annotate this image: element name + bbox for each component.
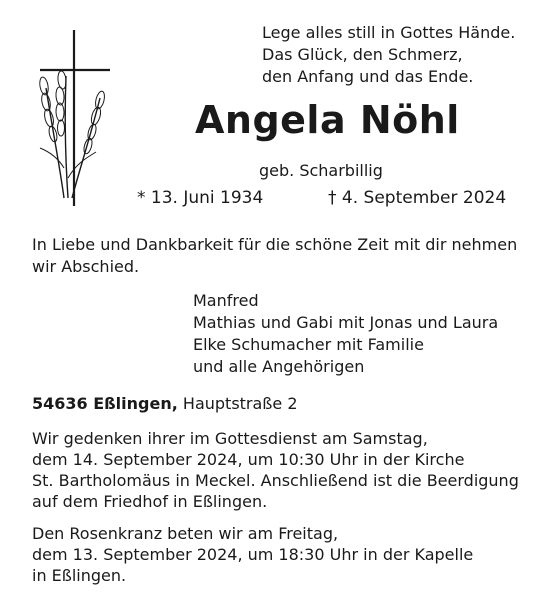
rosary-line: dem 13. September 2024, um 18:30 Uhr in der Kapelle bbox=[32, 545, 474, 564]
service-line: dem 14. September 2024, um 10:30 Uhr in der Kirche bbox=[32, 450, 465, 469]
farewell-text bbox=[32, 234, 517, 278]
mourner: Mathias und Gabi mit Jonas und Laura bbox=[193, 313, 499, 332]
mourner: Elke Schumacher mit Familie bbox=[193, 335, 424, 354]
maiden-name: geb. Scharbillig bbox=[259, 161, 383, 180]
rosary-line: Den Rosenkranz beten wir am Freitag, bbox=[32, 524, 339, 543]
address-city: 54636 Eßlingen, bbox=[32, 394, 178, 413]
death-date: † 4. September 2024 bbox=[328, 188, 507, 208]
mourners-list bbox=[193, 290, 498, 378]
service-line: Wir gedenken ihrer im Gottesdienst am Samstag, bbox=[32, 429, 428, 448]
cross-with-wheat-icon bbox=[30, 28, 110, 208]
verse-line: Das Glück, den Schmerz, bbox=[262, 45, 463, 64]
address bbox=[32, 394, 298, 413]
birth-date: * 13. Juni 1934 bbox=[137, 188, 264, 208]
farewell-line: wir Abschied. bbox=[32, 257, 140, 276]
verse-line: Lege alles still in Gottes Hände. bbox=[262, 23, 516, 42]
service-line: auf dem Friedhof in Eßlingen. bbox=[32, 492, 268, 511]
farewell-line: In Liebe und Dankbarkeit für die schöne Zeit mit dir nehmen bbox=[32, 235, 518, 254]
mourner: und alle Angehörigen bbox=[193, 357, 365, 376]
verse-line: den Anfang und das Ende. bbox=[262, 67, 474, 86]
mourner: Manfred bbox=[193, 291, 259, 310]
address-street: Hauptstraße 2 bbox=[182, 394, 298, 413]
rosary-line: in Eßlingen. bbox=[32, 566, 127, 585]
rosary-info bbox=[32, 523, 473, 586]
service-line: St. Bartholomäus in Meckel. Anschließend ist die Beerdigung bbox=[32, 471, 519, 490]
verse bbox=[262, 22, 515, 88]
service-info bbox=[32, 428, 519, 512]
deceased-name: Angela Nöhl bbox=[195, 98, 460, 142]
